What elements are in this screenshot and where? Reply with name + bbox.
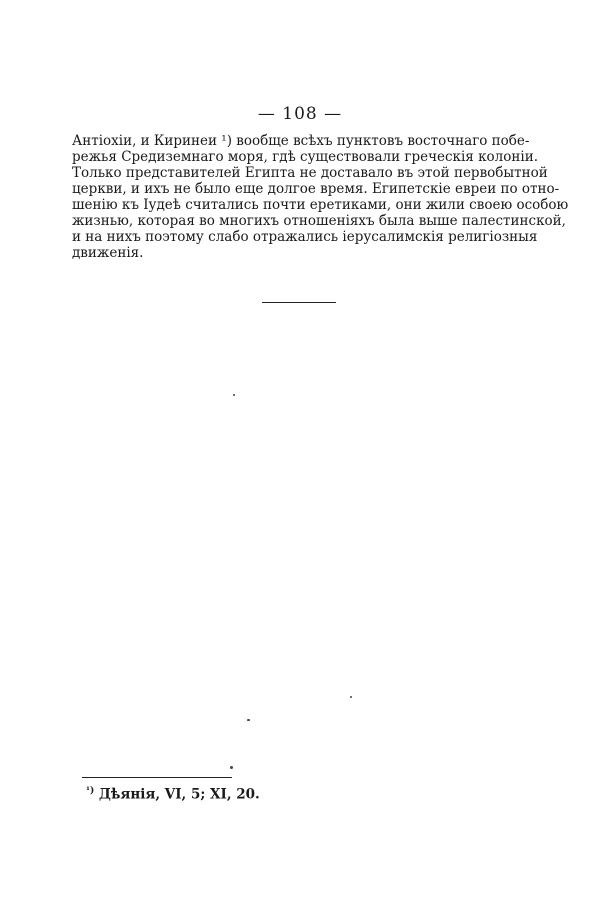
text-line: и на нихъ поэтому слабо отражались іерусалимскія религіозныя — [72, 229, 538, 245]
text-line: движенія. — [72, 245, 144, 261]
text-line: режья Средиземнаго моря, гдѣ существовали греческія колоніи. — [72, 149, 538, 165]
body-paragraph — [72, 133, 569, 261]
paper-speck — [247, 719, 250, 721]
paper-speck — [230, 766, 233, 769]
paper-speck — [233, 394, 235, 396]
footnote-marker: ¹) — [86, 786, 95, 796]
text-line: Только представителей Египта не доставало въ этой первобытной — [72, 165, 548, 181]
paper-speck — [350, 696, 352, 698]
text-line: Антіохіи, и Киринеи ¹) вообще всѣхъ пунктовъ восточнаго побе- — [72, 133, 530, 149]
text-line: церкви, и ихъ не было еще долгое время. Египетскіе евреи по отно- — [72, 181, 560, 197]
text-line: шенію къ Іудеѣ считались почти еретиками, они жили своею особою — [72, 197, 569, 213]
text-line: жизнью, которая во многихъ отношеніяхъ была выше палестинской, — [72, 213, 566, 229]
footnote-rule — [82, 777, 232, 778]
section-divider — [262, 302, 336, 303]
footnote-text: Дѣянія, VI, 5; XI, 20. — [98, 786, 260, 803]
footnote — [86, 786, 260, 803]
page-number: — 108 — — [257, 104, 343, 124]
